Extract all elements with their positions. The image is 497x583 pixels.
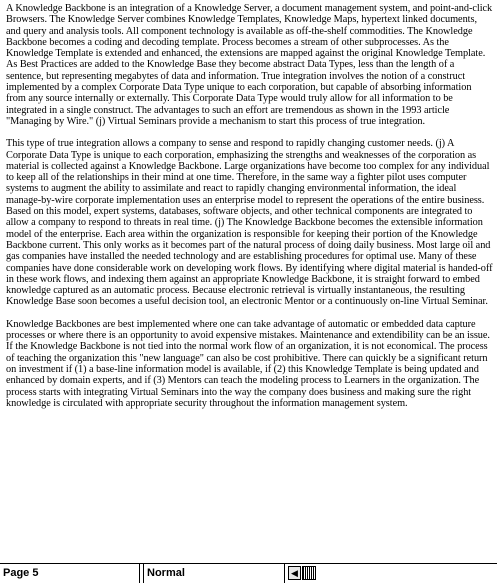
- document-text[interactable]: [6, 3, 493, 420]
- style-name-indicator[interactable]: Normal: [143, 564, 285, 583]
- status-bar: [0, 563, 497, 583]
- paragraph-1: A Knowledge Backbone is an integration of a Knowledge Server, a document management system, and point-and-click Browsers. The Knowledge Server combines Knowledge Templates, Knowledge Maps, hypertext linked documents, and query and analysis tools. All component technology is available as off-the-shelf commodities. The Knowledge Backbone becomes a coding and decoding template. Process becomes a stream of other subprocesses. As the Knowledge Template is extended and enhanced, the extensions are mapped against the original Knowledge Template. As Best Practices are added to the Knowledge Base they become abstract Data Types, less than the length of a sentence, but representing megabytes of data and information. True integration involves the notion of a construct implemented by a complex Corporate Data Type unique to each corporation, but capable of absorbing information from any source internally or externally. This Corporate Data Type would truly allow for all information to be integrated in a single construct. The advantages to such an effort are tremendous as shown in the 1993 article "Managing by Wire." (j) Virtual Seminars provide a mechanism to start this process of true integration.: [6, 3, 493, 127]
- paragraph-3: Knowledge Backbones are best implemented where one can take advantage of automatic or embedded data capture processes or where there is an opportunity to avoid expensive mistakes. Maintenance and extendibility can be an issue. If the Knowledge Backbone is not tied into the normal work flow of an organization, it is not economical. The process of teaching the organization this "new language" can also be cost prohibitive. There can quickly be a significant return on investment if (1) a base-line information model is available, if (2) this Knowledge Template is being updated and enhanced by domain experts, and if (3) Mentors can teach the modeling process to Learners in the organization. The process starts with integrating Virtual Seminars into the way the company does business and making sure the right knowledge is circulated with appropriate security throughout the information management system.: [6, 318, 490, 409]
- paragraph-2: This type of true integration allows a company to sense and respond to rapidly changing customer needs. (j) A Corporate Data Type is unique to each corporation, emphasizing the strengths and weaknesses of the corporation as material is collected against a Knowledge Backbone. Large organizations have become too complex for any individual to keep all of the relationships in their mind at one time. Therefore, in the same way a fighter pilot uses computer systems to augment the ability to assimilate and react to rapidly changing environmental information, the ideal manage-by-wire corporate implementation uses an enterprise model to represent the operations of the entire business. Based on this model, expert systems, databases, software objects, and other technical components are integrated to allow a company to respond to threats in real time. (j) The Knowledge Backbone becomes the extensible information model of the enterprise. Each area within the organization is responsible for keeping their portion of the Knowledge Backbone current. This only works as it becomes part of the natural process of doing daily business. Most large oil and gas companies have installed the needed technology and are establishing procedures for optimal use. Many of these companies have done considerable work on developing work flows. By identifying where digital material is handed-off in these work flows, and indexing them against an appropriate Knowledge Backbone, it is straight forward to embed knowledge captured as an automatic process. Because electronic retrieval is virtually instantaneous, the resulting Knowledge Base soon becomes a useful decision tool, an electronic Mentor or a continuously on-line Virtual Seminar.: [6, 138, 493, 308]
- arrow-left-icon[interactable]: ◀: [288, 566, 301, 580]
- page-number-indicator[interactable]: Page 5: [0, 564, 140, 583]
- horizontal-scrollbar[interactable]: [286, 565, 497, 582]
- scrollbar-thumb[interactable]: [302, 566, 316, 580]
